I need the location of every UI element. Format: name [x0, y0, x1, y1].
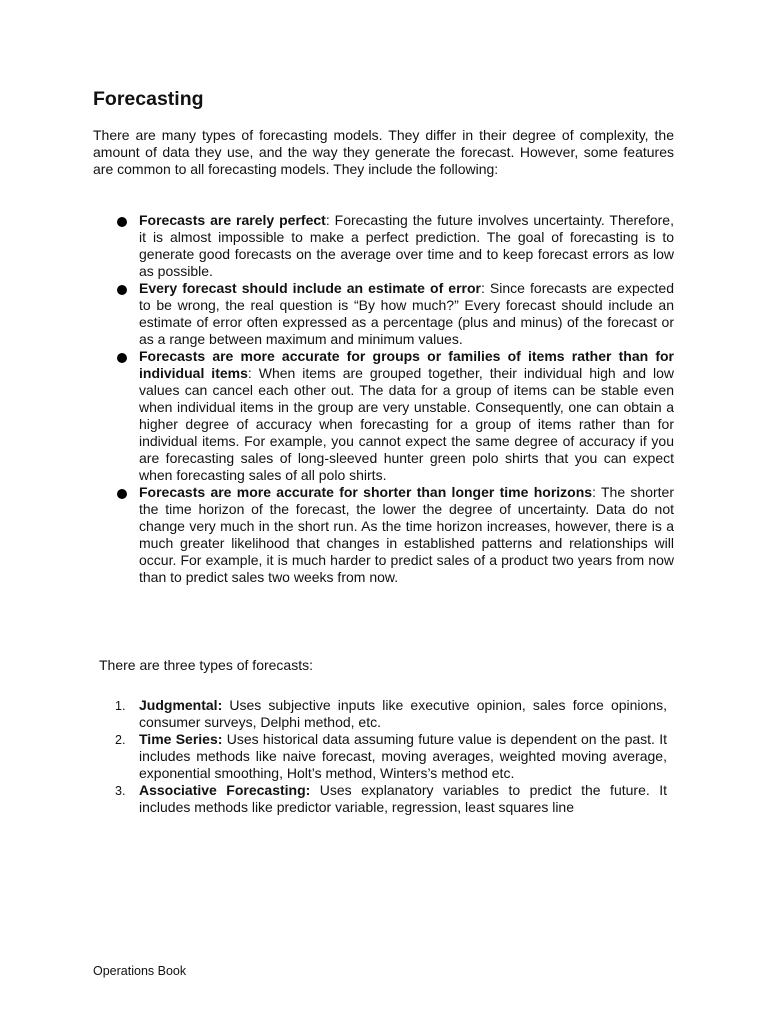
types-intro: There are three types of forecasts: — [99, 657, 313, 673]
list-number: 2. — [115, 733, 126, 747]
bullet-icon — [117, 285, 127, 295]
feature-item — [93, 348, 674, 484]
feature-text: : Since forecasts are expected to be wrong, the real question is “By how much?” Every forecast should include an estimate of error often expressed as a percentage (plus and minus) of the forecast or as a range between maximum and minimum values. — [139, 280, 674, 347]
feature-item — [93, 484, 674, 586]
feature-term: Forecasts are rarely perfect — [139, 212, 326, 228]
feature-term: Forecasts are more accurate for shorter than longer time horizons — [139, 484, 593, 500]
intro-paragraph: There are many types of forecasting models. They differ in their degree of complexity, the amount of data they use, and the way they generate the forecast. However, some features are common to all forecasting models. They include the following: — [93, 127, 674, 177]
forecast-type-text: Uses explanatory variables to predict the future. It includes methods like predictor variable, regression, least squares line — [139, 782, 667, 815]
forecast-types-list — [93, 697, 667, 816]
feature-text: : The shorter the time horizon of the forecast, the lower the degree of uncertainty. Data do not change very much in the short run. As the time horizon increases, however, there is a much greater likelihood that changes in established patterns and relationships will occur. For example, it is much harder to predict sales of a product two years from now than to predict sales two weeks from now. — [139, 484, 674, 585]
bullet-icon — [117, 353, 127, 363]
list-number: 1. — [115, 699, 126, 713]
forecast-type-text: Uses subjective inputs like executive opinion, sales force opinions, consumer surveys, Delphi method, etc. — [139, 697, 667, 730]
bullet-icon — [117, 217, 127, 227]
page-title: Forecasting — [93, 88, 204, 110]
page-footer: Operations Book — [93, 964, 187, 978]
feature-text: : Forecasting the future involves uncertainty. Therefore, it is almost impossible to make a perfect prediction. The goal of forecasting is to generate good forecasts on the average over time and to keep forecast errors as low as possible. — [139, 212, 674, 279]
feature-text: : When items are grouped together, their individual high and low values can cancel each other out. The data for a group of items can be stable even when individual items in the group are very unstable. Consequently, one can obtain a higher degree of accuracy when forecasting for a group of items rather than for individual items. For example, you cannot expect the same degree of accuracy if you are forecasting sales of long-sleeved hunter green polo shirts that you can expect when forecasting sales of all polo shirts. — [139, 365, 674, 483]
feature-term: Every forecast should include an estimate of error — [139, 280, 481, 296]
feature-item — [93, 280, 674, 348]
forecast-type-term: Associative Forecasting: — [139, 782, 311, 798]
forecast-type-term: Time Series: — [139, 731, 223, 747]
forecast-type-item — [93, 782, 667, 816]
forecast-type-term: Judgmental: — [139, 697, 223, 713]
feature-list — [93, 212, 674, 586]
list-number: 3. — [115, 784, 126, 798]
bullet-icon — [117, 489, 127, 499]
forecast-type-text: Uses historical data assuming future value is dependent on the past. It includes methods like naive forecast, moving averages, weighted moving average, exponential smoothing, Holt’s method, Winters’s method etc. — [139, 731, 667, 781]
feature-term: Forecasts are more accurate for groups or families of items rather than for individual items — [139, 348, 674, 381]
feature-item — [93, 212, 674, 280]
forecast-type-item — [93, 731, 667, 782]
forecast-type-item — [93, 697, 667, 731]
